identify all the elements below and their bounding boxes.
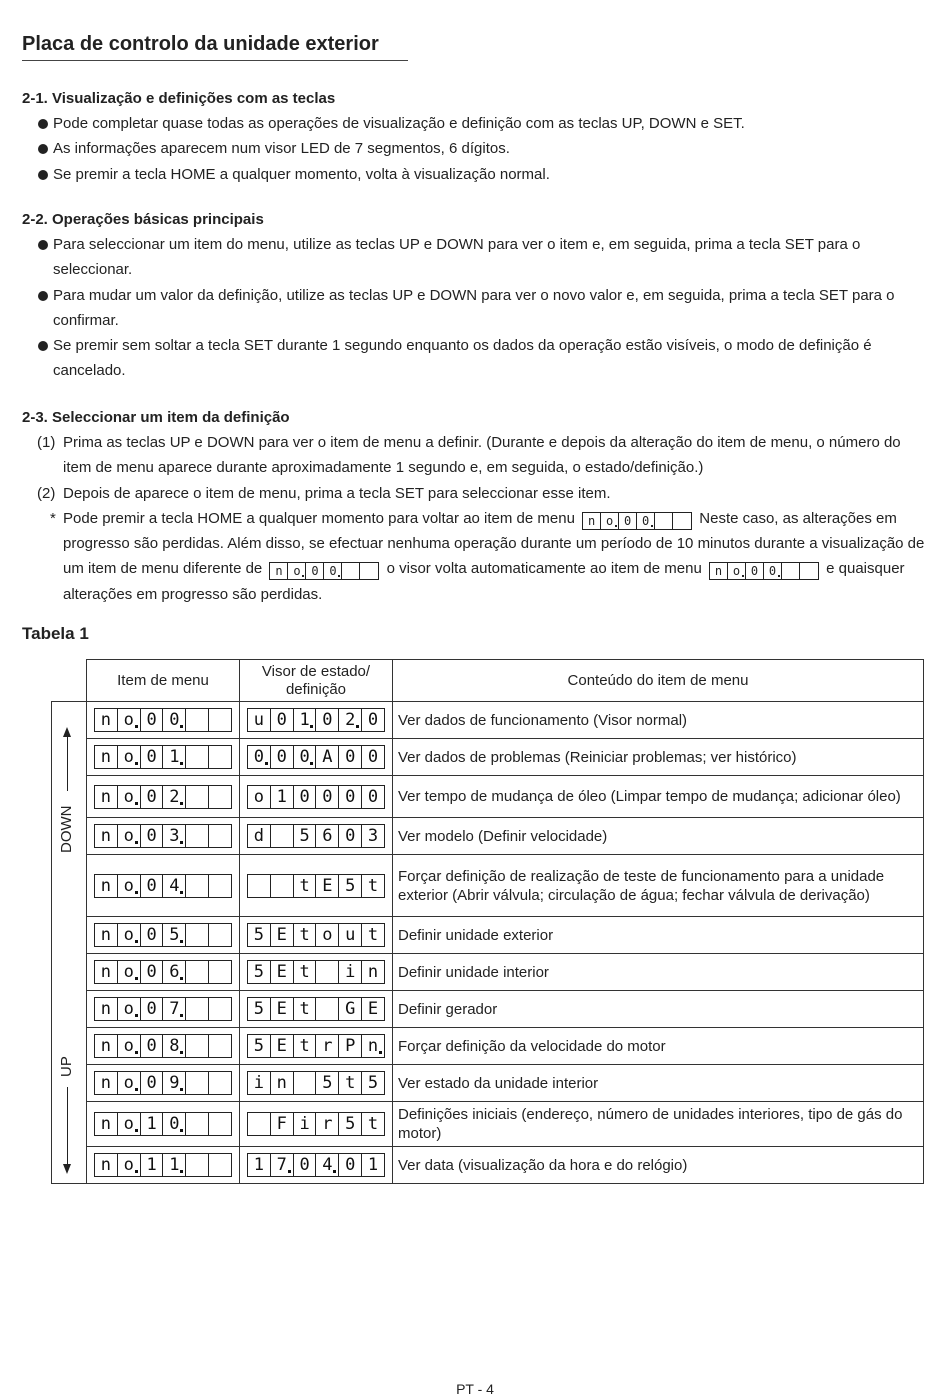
bullet-dot-icon — [38, 170, 48, 180]
led-digit: 0 — [141, 924, 164, 946]
led-display-state — [247, 824, 385, 848]
bullet-dot-icon — [38, 144, 48, 154]
bullet-text: Pode completar quase todas as operações de visualização e definição com as teclas UP, DOWN e SET. — [53, 115, 745, 132]
led-digit: 0 — [324, 563, 342, 579]
led-digit: 0 — [367, 710, 379, 730]
led-digit: o — [118, 1035, 141, 1057]
led-digit: n — [95, 825, 118, 847]
led-display-state — [247, 1112, 385, 1136]
led-digit: 0 — [248, 746, 271, 768]
led-digit — [186, 746, 209, 768]
led-digit — [186, 1113, 209, 1135]
led-digit: 0 — [294, 1154, 317, 1176]
table-row — [52, 702, 924, 739]
led-display-state — [247, 708, 385, 732]
led-display-menu-item — [94, 1071, 232, 1095]
led-digit: r — [316, 1113, 339, 1135]
led-digit: 4 — [163, 875, 186, 897]
note-mark: * — [50, 509, 56, 527]
led-digit: o — [118, 746, 141, 768]
led-display-state — [247, 745, 385, 769]
led-digit: n — [95, 786, 118, 808]
menu-item-description: Ver estado da unidade interior — [393, 1065, 924, 1102]
led-digit — [294, 1072, 317, 1094]
led-digit: 5 — [163, 924, 186, 946]
note-text: Pode premir a tecla HOME a qualquer momento para voltar ao item de menu — [63, 509, 575, 527]
header-arrow-cell — [52, 660, 87, 702]
menu-item-description: Ver data (visualização da hora e do relógio) — [393, 1147, 924, 1184]
section-2-2 — [22, 207, 932, 384]
led-digit: i — [339, 961, 362, 983]
led-display-mini — [582, 512, 692, 530]
led-digit: t — [294, 961, 317, 983]
led-digit: 2 — [339, 709, 362, 731]
led-digit — [186, 875, 209, 897]
menu-item-description: Definir gerador — [393, 991, 924, 1028]
led-digit — [186, 924, 209, 946]
led-digit: 5 — [248, 998, 271, 1020]
led-digit: 9 — [163, 1072, 186, 1094]
led-display-state — [247, 997, 385, 1021]
led-digit: 0 — [746, 563, 764, 579]
led-digit: 0 — [316, 786, 339, 808]
led-digit — [209, 1072, 231, 1094]
numbered-item — [22, 481, 932, 506]
led-digit: E — [367, 999, 379, 1019]
led-digit: o — [601, 513, 619, 529]
led-digit: 0 — [764, 563, 782, 579]
item-number: (2) — [37, 484, 56, 502]
up-label: UP — [58, 1056, 75, 1077]
led-digit: u — [248, 709, 271, 731]
led-display-menu-item — [94, 1112, 232, 1136]
led-digit — [360, 563, 378, 579]
led-digit: n — [95, 1154, 118, 1176]
state-cell — [240, 818, 393, 855]
menu-item-description: Forçar definição da velocidade do motor — [393, 1028, 924, 1065]
menu-item-cell — [87, 1147, 240, 1184]
bullet-item — [22, 232, 932, 283]
led-digit: 1 — [248, 1154, 271, 1176]
led-digit — [209, 825, 231, 847]
section-2-3 — [22, 405, 932, 607]
led-digit: 0 — [367, 786, 379, 807]
led-display-state — [247, 874, 385, 898]
led-digit: o — [118, 998, 141, 1020]
led-digit — [209, 746, 231, 768]
item-text: Prima as teclas UP e DOWN para ver o item de menu a definir. (Durante e depois da alteração do item de menu, o número do item de menu aparece durante aproximadamente 1 segundo e, em seguida, o estado/definição.) — [63, 434, 901, 477]
led-digit: o — [118, 709, 141, 731]
led-digit: o — [118, 1113, 141, 1135]
bullet-text: Se premir a tecla HOME a qualquer momento, volta à visualização normal. — [53, 165, 550, 183]
led-digit — [186, 1154, 209, 1176]
table-row — [52, 917, 924, 954]
led-digit: 0 — [141, 1035, 164, 1057]
led-digit — [209, 875, 231, 897]
table-label: Tabela 1 — [22, 624, 89, 643]
table-row — [52, 1147, 924, 1184]
menu-item-cell — [87, 1102, 240, 1147]
header-menu-item: Item de menu — [87, 660, 240, 702]
menu-item-description: Definir unidade interior — [393, 954, 924, 991]
led-digit: n — [583, 513, 601, 529]
table-row — [52, 739, 924, 776]
led-digit: 1 — [141, 1154, 164, 1176]
led-digit: t — [294, 1035, 317, 1057]
led-digit: F — [271, 1113, 294, 1135]
led-digit: r — [316, 1035, 339, 1057]
bullet-item — [22, 333, 932, 384]
led-digit: 1 — [271, 786, 294, 808]
led-digit: 5 — [248, 924, 271, 946]
led-digit: 3 — [367, 826, 379, 846]
led-digit — [209, 1154, 231, 1176]
led-digit: 0 — [271, 746, 294, 768]
state-cell — [240, 1028, 393, 1065]
led-digit — [209, 786, 231, 808]
led-digit: o — [118, 924, 141, 946]
led-digit — [782, 563, 800, 579]
state-cell — [240, 702, 393, 739]
menu-item-cell — [87, 1028, 240, 1065]
led-display-state — [247, 1153, 385, 1177]
led-digit: o — [288, 563, 306, 579]
led-digit — [248, 875, 271, 897]
table-row — [52, 1102, 924, 1147]
table-row — [52, 1028, 924, 1065]
led-digit: 5 — [248, 1035, 271, 1057]
menu-item-description: Ver tempo de mudança de óleo (Limpar tempo de mudança; adicionar óleo) — [393, 776, 924, 818]
table-row — [52, 818, 924, 855]
led-display-menu-item — [94, 1034, 232, 1058]
direction-arrow-column — [52, 702, 87, 1184]
state-cell — [240, 776, 393, 818]
led-digit: o — [118, 825, 141, 847]
table-header-row — [52, 660, 924, 702]
menu-item-cell — [87, 855, 240, 917]
bullet-dot-icon — [38, 291, 48, 301]
led-display-menu-item — [94, 874, 232, 898]
note-text: e quaisquer alterações em progresso são perdidas. — [63, 560, 905, 603]
led-digit — [209, 1035, 231, 1057]
bullet-text: As informações aparecem num visor LED de 7 segmentos, 6 dígitos. — [53, 140, 510, 158]
led-digit: 5 — [339, 875, 362, 897]
menu-item-cell — [87, 954, 240, 991]
led-digit: 0 — [339, 746, 362, 768]
led-display-state — [247, 923, 385, 947]
led-digit: o — [728, 563, 746, 579]
led-digit — [186, 961, 209, 983]
note-item — [22, 506, 932, 607]
state-cell — [240, 1065, 393, 1102]
led-digit: 0 — [141, 746, 164, 768]
led-digit: 0 — [339, 825, 362, 847]
led-digit: n — [95, 1113, 118, 1135]
led-digit: 1 — [367, 1155, 379, 1175]
led-digit: E — [271, 1035, 294, 1057]
led-digit: n — [95, 1072, 118, 1094]
section-heading: 2-3. Seleccionar um item da definição — [22, 409, 290, 426]
led-digit — [186, 786, 209, 808]
led-digit: o — [118, 875, 141, 897]
menu-item-description: Ver dados de funcionamento (Visor normal) — [393, 702, 924, 739]
led-digit — [186, 998, 209, 1020]
bullet-dot-icon — [38, 240, 48, 250]
table-row — [52, 991, 924, 1028]
led-display-menu-item — [94, 824, 232, 848]
table-body — [52, 702, 924, 1184]
led-digit: E — [271, 998, 294, 1020]
menu-table — [51, 659, 924, 1184]
bullet-dot-icon — [38, 341, 48, 351]
menu-item-description: Ver dados de problemas (Reiniciar problemas; ver histórico) — [393, 739, 924, 776]
down-label: DOWN — [58, 805, 75, 853]
led-digit: 0 — [294, 786, 317, 808]
led-display-state — [247, 1071, 385, 1095]
led-digit — [316, 961, 339, 983]
header-content: Conteúdo do item de menu — [393, 660, 924, 702]
led-digit: 6 — [316, 825, 339, 847]
led-digit: n — [710, 563, 728, 579]
table-row — [52, 776, 924, 818]
led-digit: t — [294, 924, 317, 946]
led-display-mini — [269, 562, 379, 580]
led-digit: t — [367, 1114, 379, 1134]
led-digit — [186, 709, 209, 731]
page-number: PT - 4 — [456, 1381, 494, 1397]
page-title: Placa de controlo da unidade exterior — [22, 33, 408, 61]
led-digit — [271, 875, 294, 897]
state-cell — [240, 739, 393, 776]
led-digit: 2 — [163, 786, 186, 808]
section-heading: 2-1. Visualização e definições com as teclas — [22, 90, 336, 107]
led-digit: 0 — [141, 825, 164, 847]
led-digit — [186, 825, 209, 847]
led-digit: n — [271, 1072, 294, 1094]
section-2-1 — [22, 86, 932, 187]
numbered-item — [22, 430, 932, 481]
led-display-menu-item — [94, 960, 232, 984]
bullet-item — [22, 136, 932, 161]
led-digit — [186, 1072, 209, 1094]
led-digit — [342, 563, 360, 579]
menu-item-description: Definições iniciais (endereço, número de unidades interiores, tipo de gás do motor) — [393, 1102, 924, 1147]
note-text: o visor volta automaticamente ao item de menu — [386, 560, 702, 578]
arrow-line — [67, 1087, 68, 1165]
led-digit: 0 — [141, 1072, 164, 1094]
table-row — [52, 855, 924, 917]
menu-item-description: Definir unidade exterior — [393, 917, 924, 954]
led-digit: o — [118, 961, 141, 983]
bullet-item — [22, 111, 932, 136]
led-digit: 7 — [271, 1154, 294, 1176]
led-digit: 0 — [271, 709, 294, 731]
led-digit: i — [248, 1072, 271, 1094]
led-digit: 5 — [294, 825, 317, 847]
led-digit: 0 — [619, 513, 637, 529]
led-digit: 0 — [367, 747, 379, 767]
table-row — [52, 954, 924, 991]
led-digit: 0 — [141, 786, 164, 808]
led-digit: P — [339, 1035, 362, 1057]
item-text: Depois de aparece o item de menu, prima a tecla SET para seleccionar esse item. — [63, 484, 611, 502]
led-digit: 5 — [316, 1072, 339, 1094]
led-digit: 1 — [163, 746, 186, 768]
led-digit — [209, 961, 231, 983]
led-display-state — [247, 960, 385, 984]
led-digit — [673, 513, 691, 529]
menu-item-cell — [87, 776, 240, 818]
led-digit: t — [294, 875, 317, 897]
led-digit: o — [118, 786, 141, 808]
arrow-down-icon — [63, 1164, 71, 1174]
led-digit: n — [95, 709, 118, 731]
led-digit: 0 — [163, 709, 186, 731]
arrow-line — [67, 735, 68, 791]
led-digit: u — [339, 924, 362, 946]
led-digit — [186, 1035, 209, 1057]
led-digit: t — [367, 925, 379, 945]
table-row — [52, 1065, 924, 1102]
led-digit: n — [367, 962, 379, 982]
bullet-item — [22, 162, 932, 187]
led-digit — [800, 563, 818, 579]
led-digit — [271, 825, 294, 847]
led-digit: 5 — [367, 1073, 379, 1093]
led-digit: t — [294, 998, 317, 1020]
led-digit: o — [118, 1072, 141, 1094]
bullet-item — [22, 283, 932, 334]
led-digit — [209, 1113, 231, 1135]
led-digit: i — [294, 1113, 317, 1135]
led-display-state — [247, 1034, 385, 1058]
led-digit: t — [339, 1072, 362, 1094]
state-cell — [240, 954, 393, 991]
led-digit: 7 — [163, 998, 186, 1020]
led-digit: n — [95, 1035, 118, 1057]
led-display-menu-item — [94, 745, 232, 769]
led-digit: n — [95, 961, 118, 983]
led-digit: 0 — [339, 1154, 362, 1176]
led-digit: G — [339, 998, 362, 1020]
header-state: Visor de estado/ definição — [240, 660, 393, 702]
led-display-menu-item — [94, 997, 232, 1021]
led-digit: o — [118, 1154, 141, 1176]
led-digit: 0 — [306, 563, 324, 579]
bullet-text: Para seleccionar um item do menu, utilize as teclas UP e DOWN para ver o item e, em seguida, prima a tecla SET para o seleccionar. — [53, 236, 861, 279]
led-digit — [248, 1113, 271, 1135]
led-digit: 0 — [141, 961, 164, 983]
led-digit — [209, 709, 231, 731]
led-digit: 1 — [141, 1113, 164, 1135]
led-digit — [209, 924, 231, 946]
led-display-menu-item — [94, 923, 232, 947]
state-cell — [240, 855, 393, 917]
led-digit: o — [316, 924, 339, 946]
menu-item-description: Ver modelo (Definir velocidade) — [393, 818, 924, 855]
led-digit: 0 — [163, 1113, 186, 1135]
led-digit: 0 — [141, 875, 164, 897]
bullet-dot-icon — [38, 119, 48, 129]
menu-item-cell — [87, 991, 240, 1028]
item-number: (1) — [37, 434, 56, 451]
led-display-menu-item — [94, 1153, 232, 1177]
led-digit: 8 — [163, 1035, 186, 1057]
menu-item-cell — [87, 818, 240, 855]
bullet-text: Para mudar um valor da definição, utilize as teclas UP e DOWN para ver o novo valor e, em seguida, prima a tecla SET para o confirmar. — [53, 286, 895, 329]
led-digit: 0 — [141, 998, 164, 1020]
led-digit: n — [95, 924, 118, 946]
led-digit: 0 — [339, 786, 362, 808]
led-digit: n — [95, 746, 118, 768]
led-digit — [209, 998, 231, 1020]
bullet-text: Se premir sem soltar a tecla SET durante 1 segundo enquanto os dados da operação estão visíveis, o modo de definição é cancelado. — [53, 337, 872, 380]
led-digit: E — [271, 961, 294, 983]
led-display-menu-item — [94, 708, 232, 732]
state-cell — [240, 1102, 393, 1147]
led-digit: 0 — [141, 709, 164, 731]
led-digit: 4 — [316, 1154, 339, 1176]
state-cell — [240, 917, 393, 954]
led-digit: 0 — [294, 746, 317, 768]
led-display-mini — [709, 562, 819, 580]
menu-item-cell — [87, 702, 240, 739]
led-digit — [655, 513, 673, 529]
led-digit — [316, 998, 339, 1020]
led-digit: 6 — [163, 961, 186, 983]
led-digit: 0 — [316, 709, 339, 731]
led-digit: 0 — [637, 513, 655, 529]
led-digit: n — [362, 1035, 384, 1057]
menu-item-description: Forçar definição de realização de teste de funcionamento para a unidade exterior (Abrir válvula; circulação de água; fechar válvula de derivação) — [393, 855, 924, 917]
led-digit: 5 — [339, 1113, 362, 1135]
section-heading: 2-2. Operações básicas principais — [22, 211, 264, 228]
menu-item-cell — [87, 1065, 240, 1102]
state-cell — [240, 1147, 393, 1184]
menu-item-cell — [87, 739, 240, 776]
led-digit: n — [95, 998, 118, 1020]
led-digit: 3 — [163, 825, 186, 847]
led-digit: t — [367, 875, 379, 896]
menu-item-cell — [87, 917, 240, 954]
led-digit: n — [95, 875, 118, 897]
led-digit: E — [271, 924, 294, 946]
led-digit: E — [316, 875, 339, 897]
led-digit: n — [270, 563, 288, 579]
note-text: Neste caso, as alterações em progresso são perdidas. Além disso, se efectuar nenhuma operação durante um período de 10 minutos durante a visualização de um item de menu diferente de — [63, 509, 925, 578]
led-digit: 1 — [163, 1154, 186, 1176]
led-digit: 1 — [294, 709, 317, 731]
led-display-state — [247, 785, 385, 809]
led-digit: d — [248, 825, 271, 847]
led-display-menu-item — [94, 785, 232, 809]
led-digit: A — [316, 746, 339, 768]
led-digit: 5 — [248, 961, 271, 983]
led-digit: o — [248, 786, 271, 808]
state-cell — [240, 991, 393, 1028]
